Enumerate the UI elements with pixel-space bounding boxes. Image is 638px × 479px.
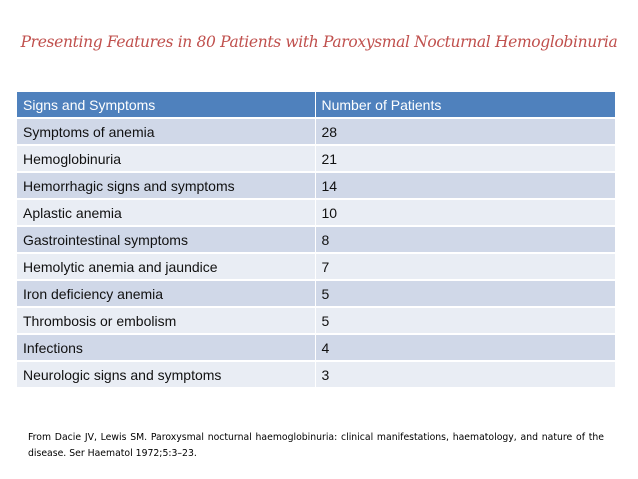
cell-sign: Hemorrhagic signs and symptoms — [17, 172, 315, 199]
cell-sign: Hemoglobinuria — [17, 145, 315, 172]
table-row — [17, 334, 615, 361]
table-row — [17, 118, 615, 145]
cell-sign: Thrombosis or embolism — [17, 307, 315, 334]
table-row — [17, 226, 615, 253]
page-title: Presenting Features in 80 Patients with Paroxysmal Nocturnal Hemoglobinuria — [20, 33, 618, 51]
cell-sign: Hemolytic anemia and jaundice — [17, 253, 315, 280]
column-header-patients: Number of Patients — [315, 92, 615, 118]
cell-count: 3 — [315, 361, 615, 387]
cell-count: 28 — [315, 118, 615, 145]
cell-count: 10 — [315, 199, 615, 226]
cell-sign: Iron deficiency anemia — [17, 280, 315, 307]
cell-count: 14 — [315, 172, 615, 199]
cell-count: 8 — [315, 226, 615, 253]
table-row — [17, 172, 615, 199]
table-row — [17, 307, 615, 334]
cell-count: 7 — [315, 253, 615, 280]
cell-sign: Neurologic signs and symptoms — [17, 361, 315, 387]
cell-count: 5 — [315, 280, 615, 307]
cell-sign: Symptoms of anemia — [17, 118, 315, 145]
table-row — [17, 253, 615, 280]
features-table — [17, 92, 615, 387]
table-header-row — [17, 92, 615, 118]
cell-count: 5 — [315, 307, 615, 334]
cell-sign: Infections — [17, 334, 315, 361]
table-row — [17, 280, 615, 307]
cell-count: 21 — [315, 145, 615, 172]
column-header-signs: Signs and Symptoms — [17, 92, 315, 118]
table-row — [17, 361, 615, 387]
table-row — [17, 145, 615, 172]
cell-sign: Aplastic anemia — [17, 199, 315, 226]
table-row — [17, 199, 615, 226]
cell-sign: Gastrointestinal symptoms — [17, 226, 315, 253]
cell-count: 4 — [315, 334, 615, 361]
source-citation: From Dacie JV, Lewis SM. Paroxysmal nocturnal haemoglobinuria: clinical manifestations, haematology, and nature of the disease. Ser Haematol 1972;5:3–23. — [28, 432, 604, 459]
